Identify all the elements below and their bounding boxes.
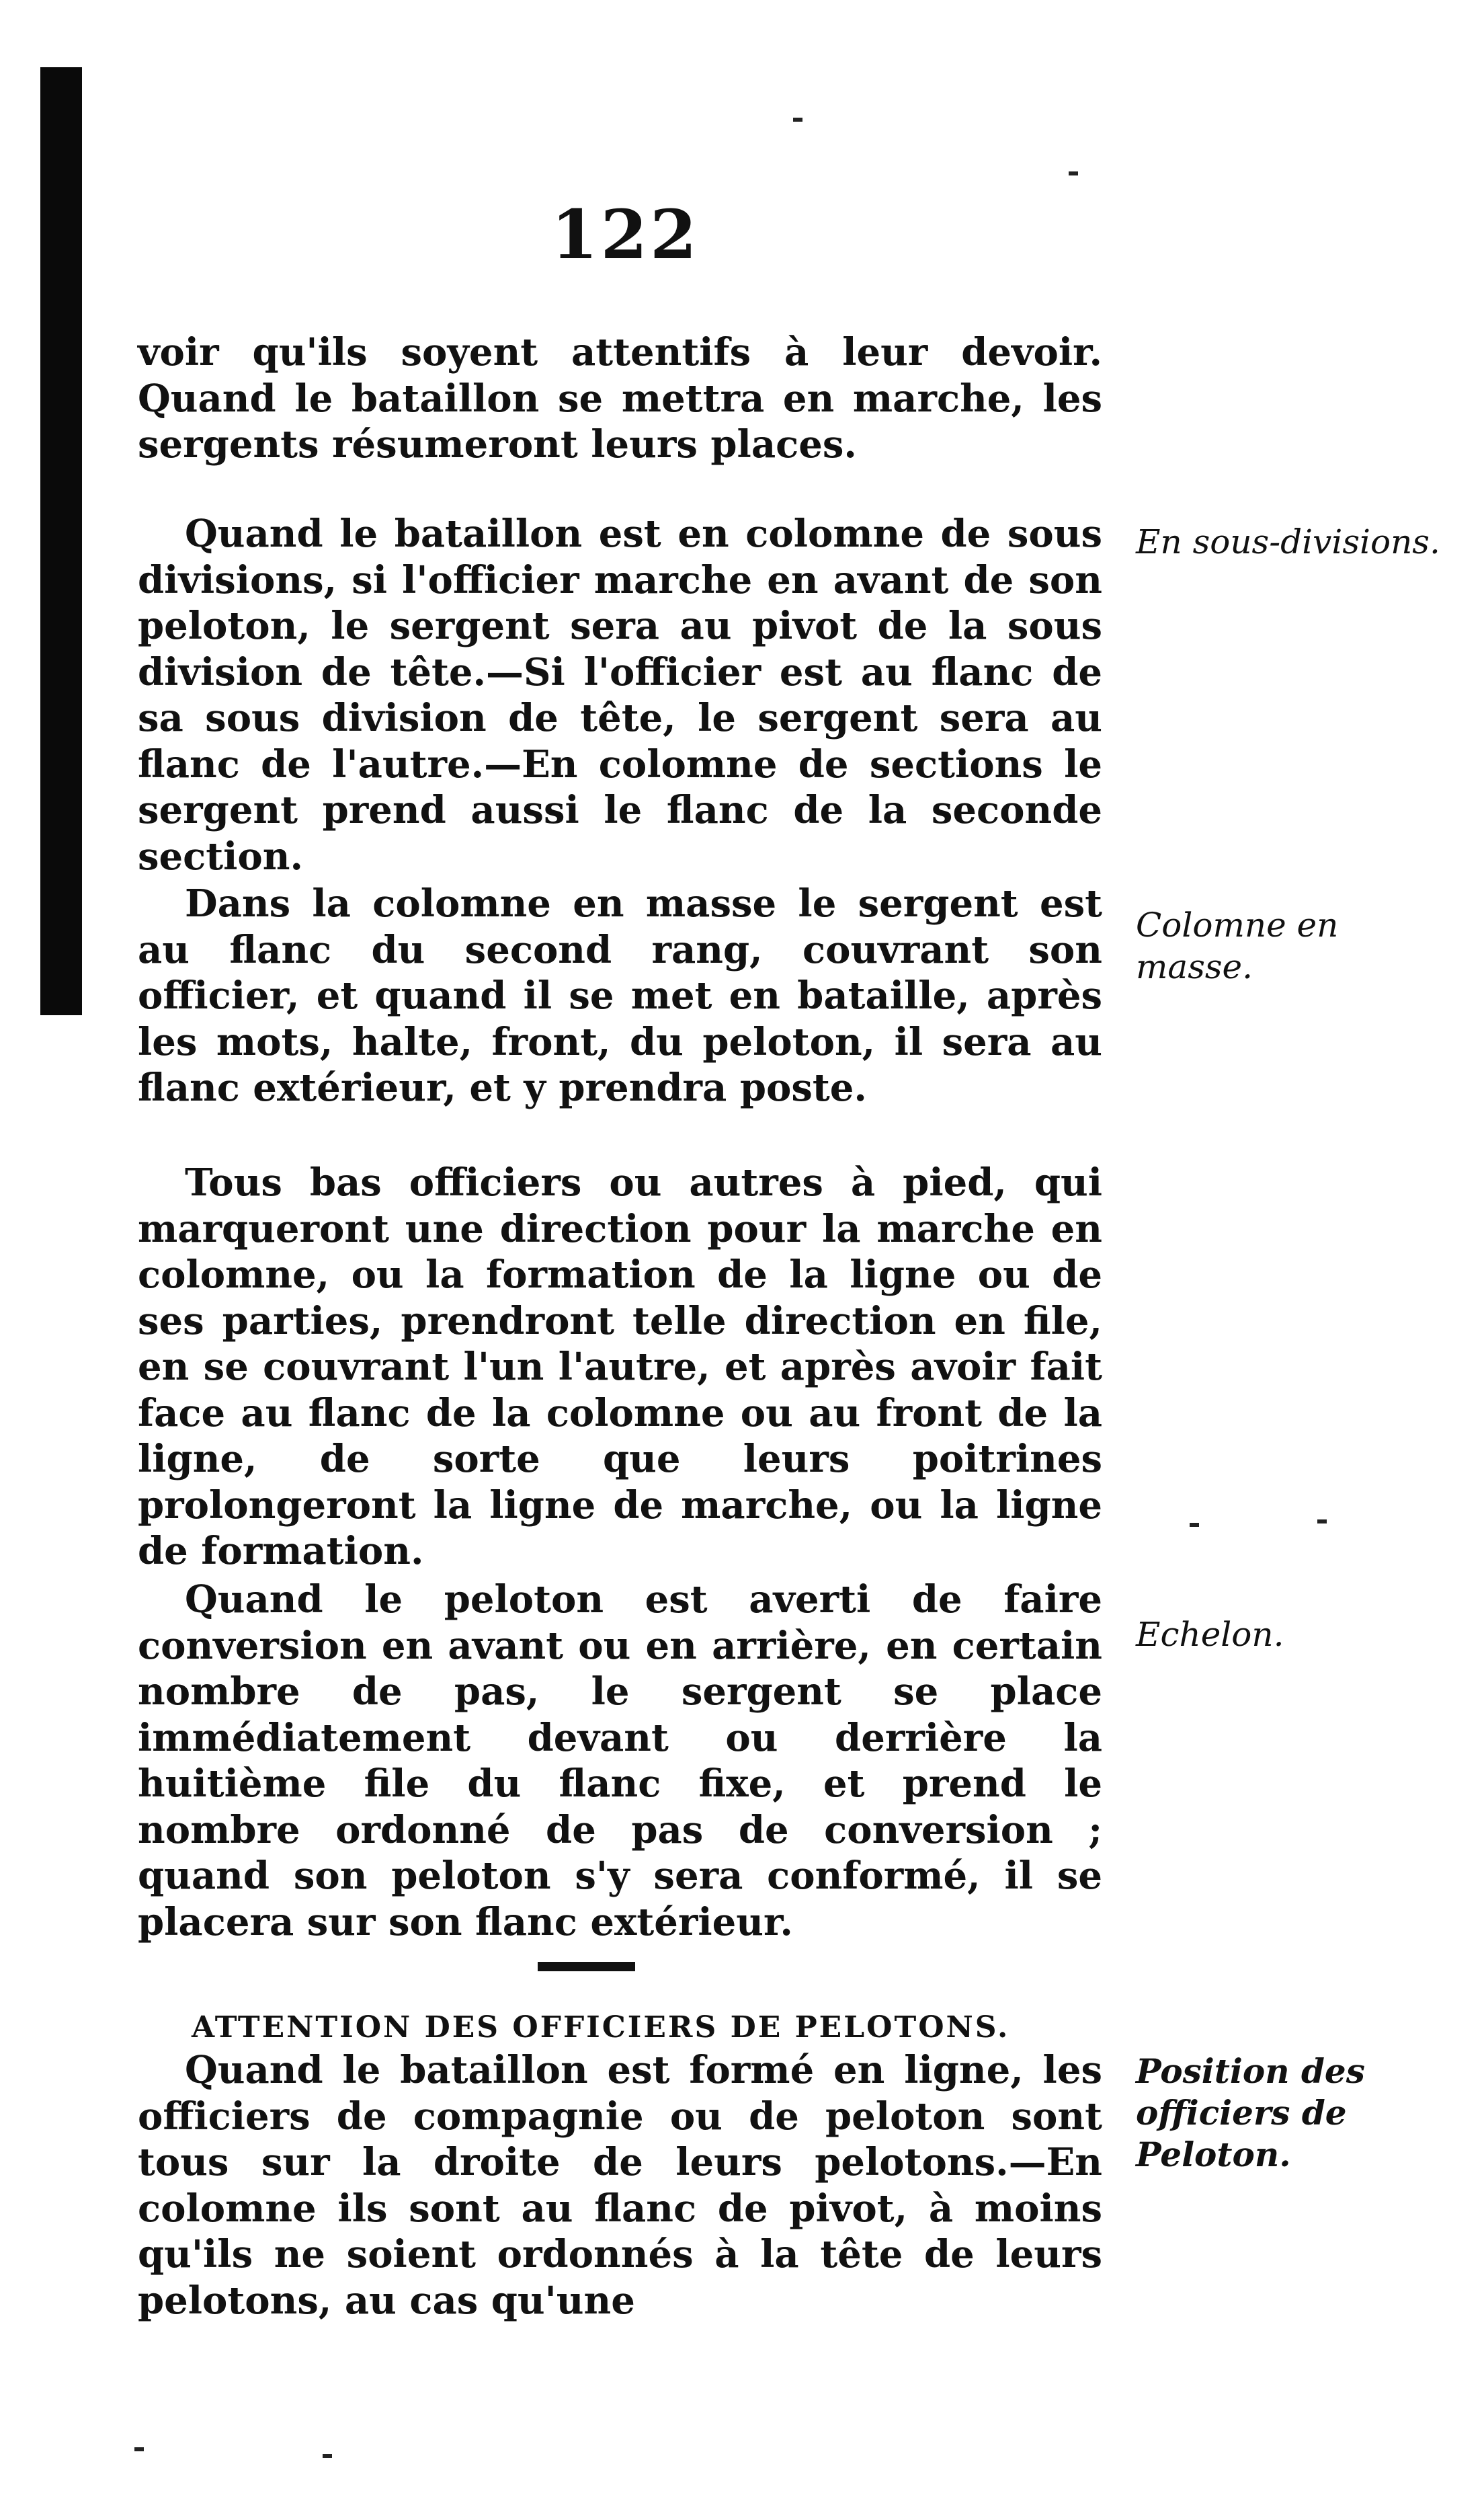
scan-speck — [1317, 1519, 1327, 1523]
paragraph-sous-divisions — [138, 511, 1102, 879]
paragraph-continuation — [138, 329, 1102, 468]
section-divider — [538, 1962, 635, 1971]
section-heading: ATTENTION DES OFFICIERS DE PELOTONS. — [192, 2010, 1010, 2045]
paragraph-text: Dans la colomne en masse le sergent est au flanc du second rang, couvrant son officier, et quand il se met en bataille, après les mots, halte, front, du peloton, il sera au flanc extérieur, et y prendra poste. — [138, 881, 1102, 1110]
paragraph-echelon — [138, 1577, 1102, 1945]
paragraph-text: Tous bas officiers ou autres à pied, qui marqueront une direction pour la marche en colomne, ou la formation de la ligne ou de ses parties, prendront telle direction en file, en se couvrant l'un l'autre, et après avoir fait face au flanc de la colomne ou au front de la ligne, de sorte que leurs poitrines prolongeront la ligne de marche, ou la ligne de formation. — [138, 1160, 1102, 1573]
paragraph-text: Quand le bataillon est formé en ligne, les officiers de compagnie ou de peloton sont tous sur la droite de leurs pelotons.—En colomne ils sont au flanc de pivot, à moins qu'ils ne soient ordonnés à la tête de leurs pelotons, au cas qu'une — [138, 2048, 1102, 2323]
margin-note: Echelon. — [1136, 1615, 1284, 1654]
paragraph-text: voir qu'ils soyent attentifs à leur devoir. Quand le bataillon se mettra en marche, les sergents résumeront leurs places. — [138, 330, 1102, 467]
paragraph-text: Quand le bataillon est en colomne de sous divisions, si l'officier marche en avant de son peloton, le sergent sera au pivot de la sous division de tête.—Si l'officier est au flanc de sa sous division de tête, le sergent sera au flanc de l'autre.—En colomne de sections le sergent prend aussi le flanc de la seconde section. — [138, 512, 1102, 879]
margin-note: Colomne en masse. — [1136, 906, 1339, 986]
scan-speck — [323, 2454, 332, 2458]
scan-edge-bar — [40, 67, 82, 1015]
margin-note: En sous-divisions. — [1136, 522, 1440, 561]
margin-note: Position des officiers de Peloton. — [1136, 2051, 1365, 2174]
scan-speck — [1069, 171, 1078, 175]
paragraph-direction — [138, 1160, 1102, 1575]
paragraph-colomne-en-masse — [138, 881, 1102, 1111]
scan-speck — [793, 118, 802, 122]
paragraph-text: Quand le peloton est averti de faire conversion en avant ou en arrière, en certain nombre de pas, le sergent se place immédiatement devant ou derrière la huitième file du flanc fixe, et prend le nombre ordonné de pas de conversion ; quand son peloton s'y sera conformé, il se placera sur son flanc extérieur. — [138, 1577, 1102, 1944]
page-number: 122 — [551, 195, 700, 274]
scan-speck — [134, 2447, 144, 2451]
scan-speck — [1190, 1523, 1199, 1527]
paragraph-position-officiers — [138, 2047, 1102, 2324]
